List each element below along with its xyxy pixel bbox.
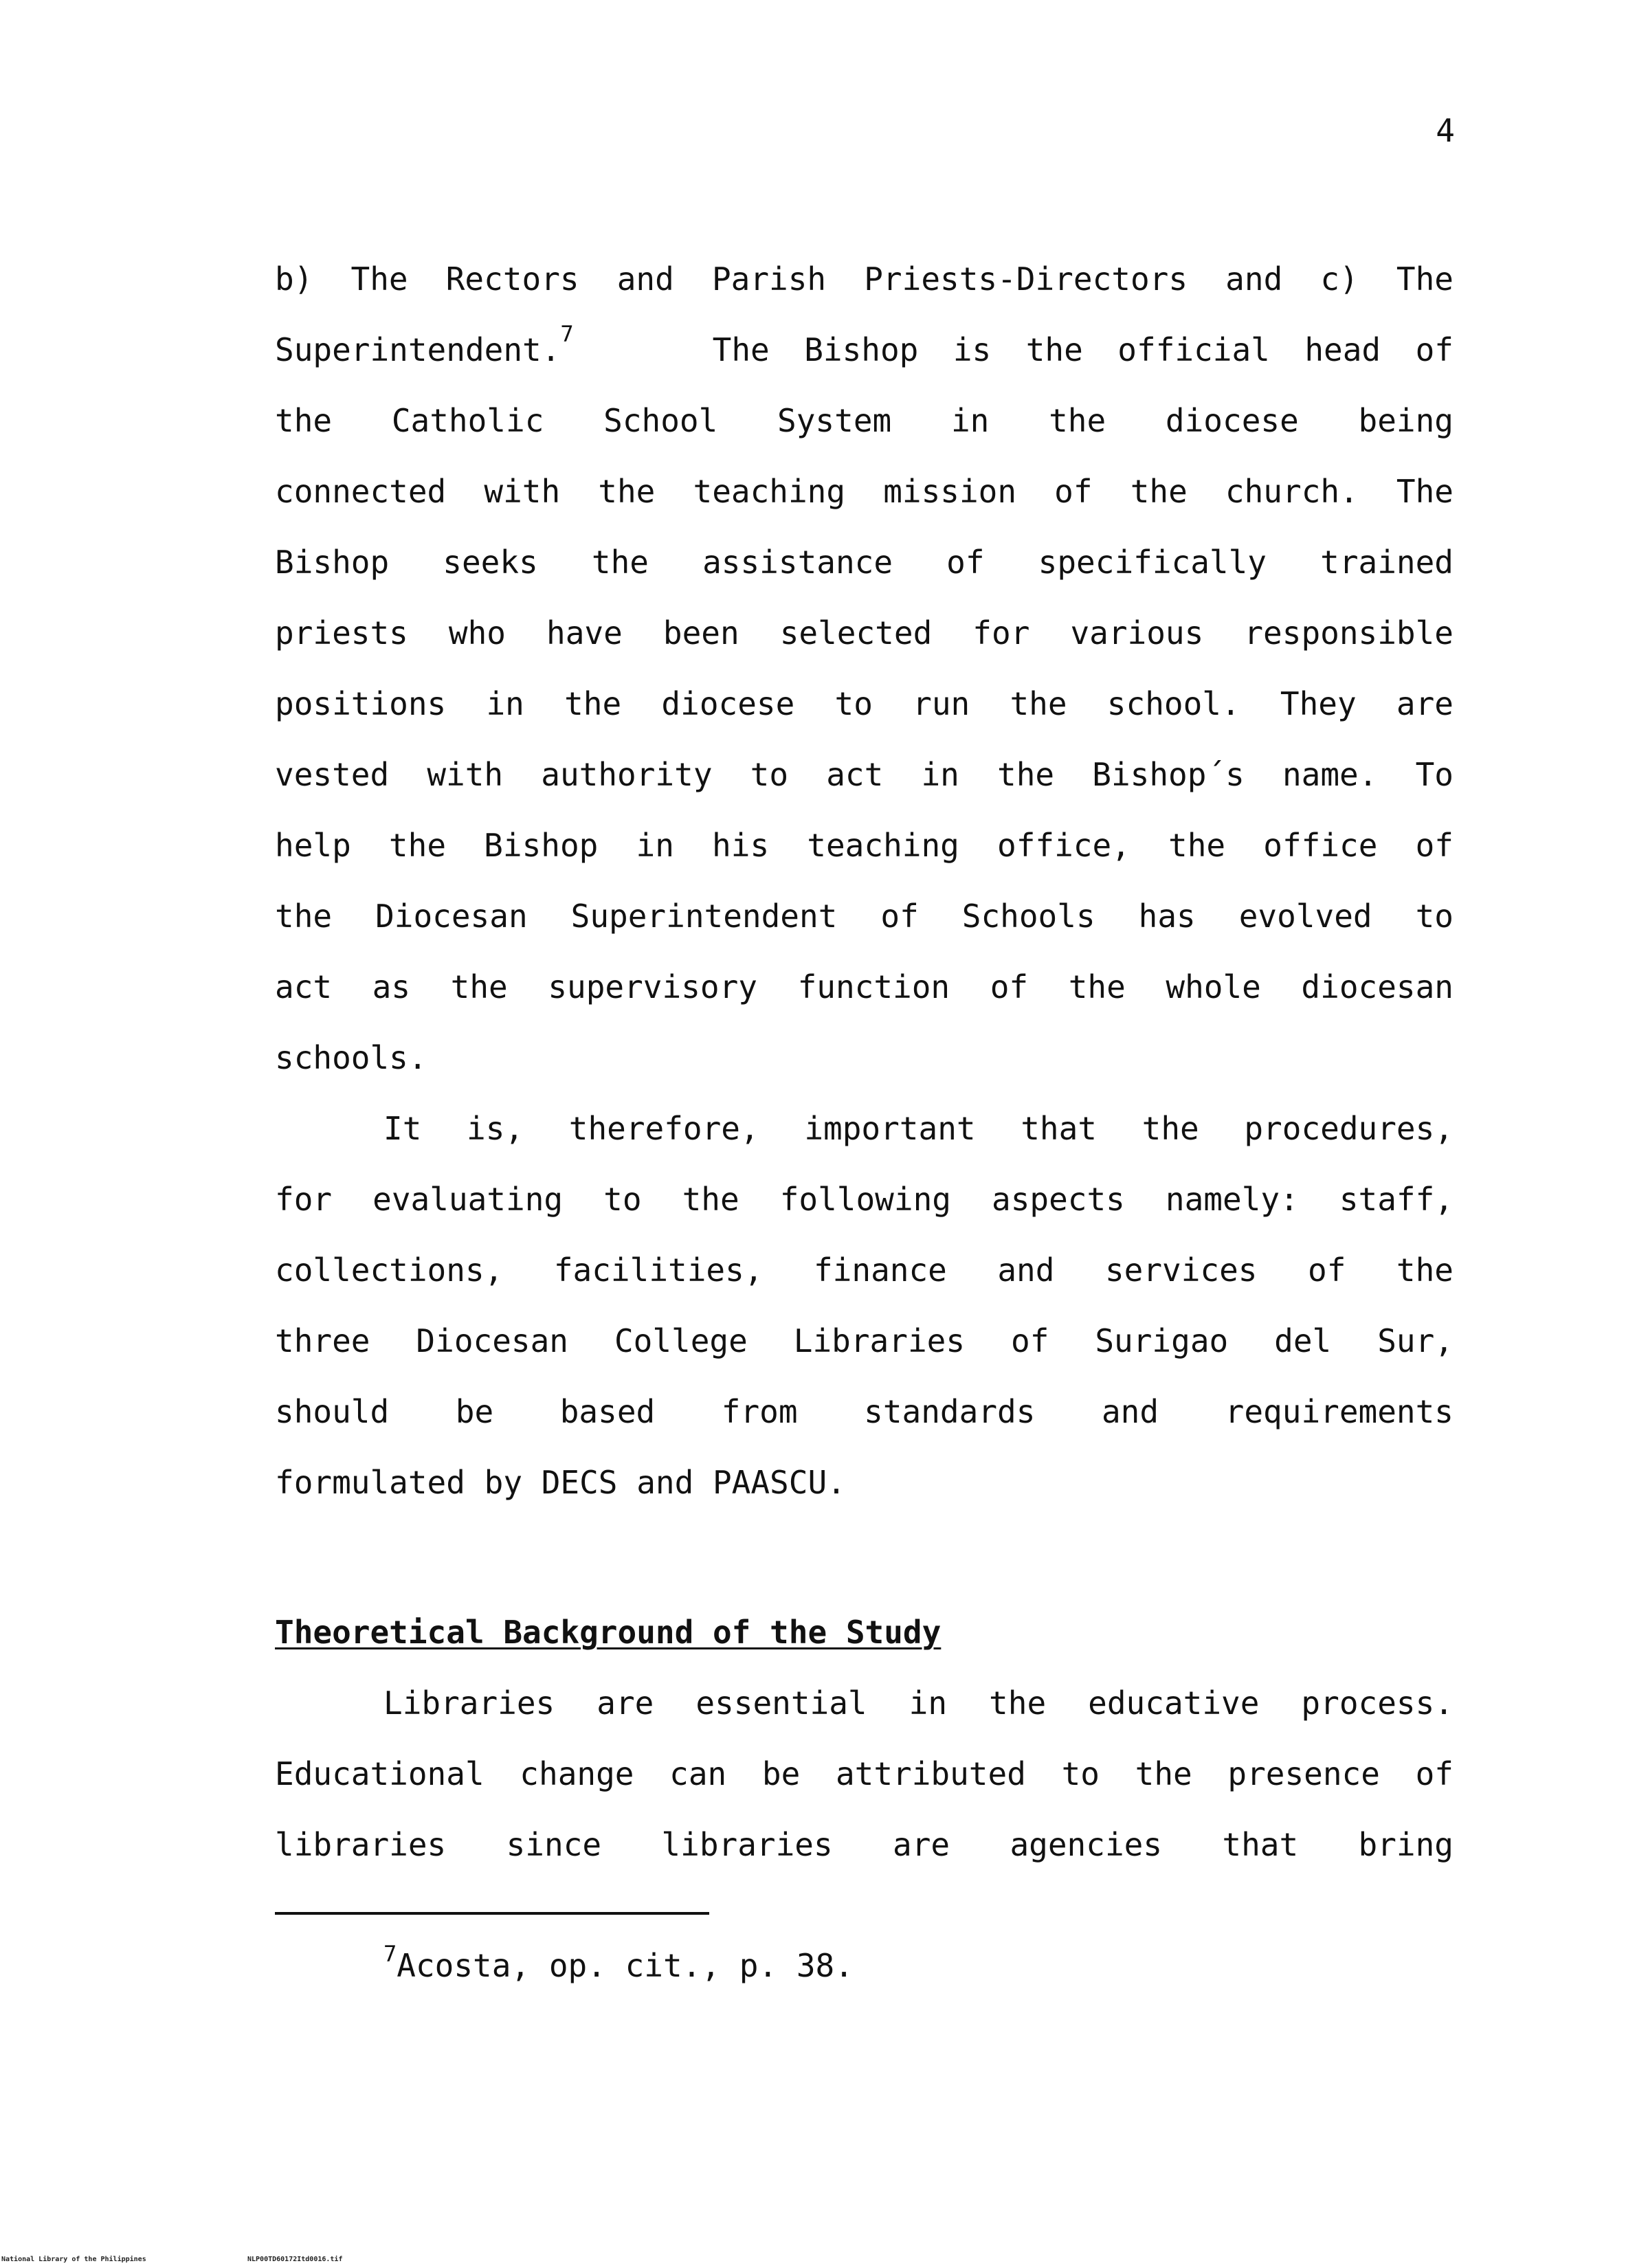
text-line: Libraries are essential in the educative process. — [383, 1685, 1454, 1722]
text-line: the Diocesan Superintendent of Schools has evolved to — [275, 898, 1454, 935]
text-line: positions in the diocese to run the school. They are — [275, 685, 1454, 722]
text-line — [275, 315, 1454, 386]
footnote-marker: 7 — [383, 1941, 397, 1967]
page-body — [275, 244, 1454, 1880]
text-line: It is, therefore, important that the procedures, — [383, 1110, 1454, 1147]
text-fragment: Superintendent. — [275, 331, 561, 368]
text-line: act as the supervisory function of the whole diocesan — [275, 968, 1454, 1005]
text-line: libraries since libraries are agencies that bring — [275, 1826, 1454, 1863]
text-line: the Catholic School System in the diocese being — [275, 402, 1454, 439]
paragraph-3 — [275, 1668, 1454, 1880]
section-heading: Theoretical Background of the Study — [275, 1614, 942, 1651]
text-line: priests who have been selected for various responsible — [275, 614, 1454, 652]
text-line: connected with the teaching mission of the church. The — [275, 473, 1454, 510]
page-number: 4 — [1436, 112, 1455, 149]
text-line: b) The Rectors and Parish Priests-Directors and c) The — [275, 260, 1454, 298]
text-line: vested with authority to act in the Bishop´s name. To — [275, 756, 1454, 793]
text-line: three Diocesan College Libraries of Surigao del Sur, — [275, 1322, 1454, 1359]
text-line: collections, facilities, finance and services of the — [275, 1252, 1454, 1289]
paragraph-1 — [275, 244, 1454, 1093]
text-line: for evaluating to the following aspects namely: staff, — [275, 1181, 1454, 1218]
text-line: help the Bishop in his teaching office, the office of — [275, 827, 1454, 864]
paragraph-2 — [275, 1093, 1454, 1518]
text-line: should be based from standards and requirements — [275, 1393, 1454, 1430]
footnote-text: Acosta, op. cit., p. 38. — [397, 1947, 854, 1984]
footnote-reference[interactable]: 7 — [560, 321, 574, 347]
archive-stamp-library: National Library of the Philippines — [1, 2256, 146, 2263]
text-line: schools. — [275, 1039, 427, 1076]
text-line: Bishop seeks the assistance of specifically trained — [275, 544, 1454, 581]
text-line: formulated by DECS and PAASCU. — [275, 1464, 846, 1501]
archive-stamp-filename: NLP00TD60172Itd0016.tif — [247, 2256, 343, 2263]
footnote — [383, 1941, 854, 1986]
text-line: Educational change can be attributed to the presence of — [275, 1755, 1454, 1792]
text-fragment: The Bishop is the official head of — [712, 331, 1454, 368]
footnote-divider — [275, 1912, 709, 1915]
